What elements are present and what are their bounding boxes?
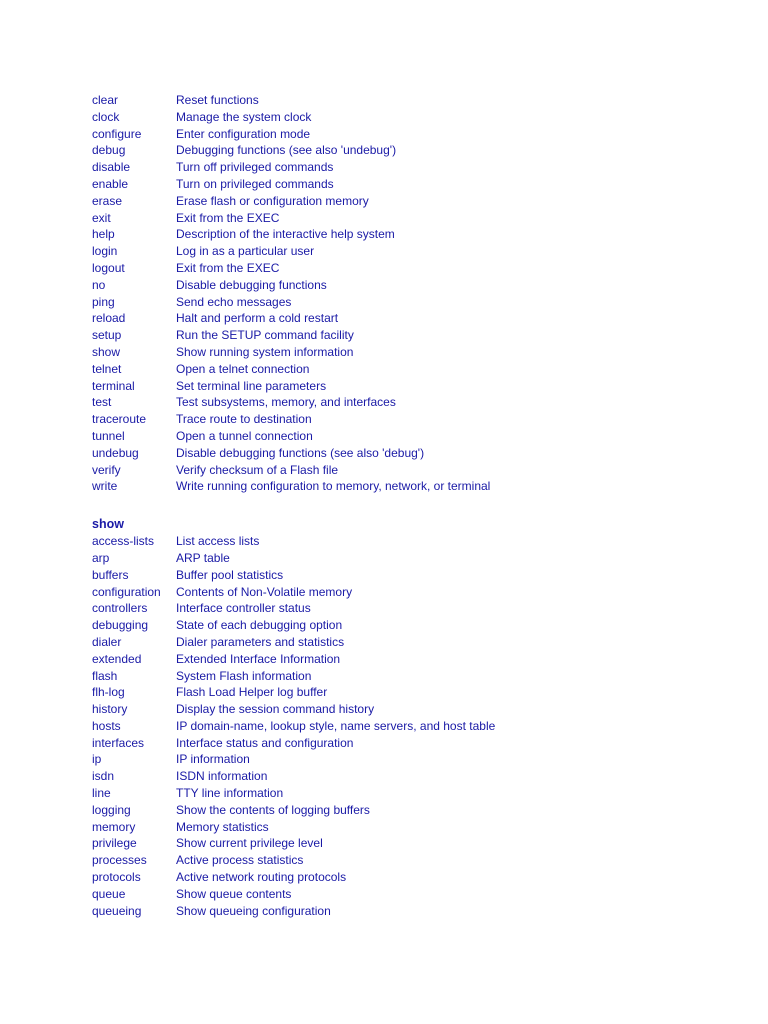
command-description: List access lists <box>176 534 260 549</box>
command-row <box>92 567 732 584</box>
command-row <box>92 634 732 651</box>
command-name: reload <box>92 311 126 326</box>
exec-command-table <box>92 92 732 495</box>
command-name: access-lists <box>92 534 155 549</box>
command-description: Reset functions <box>176 93 259 107</box>
command-row <box>92 92 732 109</box>
command-name: history <box>92 702 128 717</box>
command-description: Show the contents of logging buffers <box>176 802 370 817</box>
command-name: setup <box>92 328 122 343</box>
command-row <box>92 533 732 550</box>
command-description: Disable debugging functions <box>176 277 327 292</box>
command-row <box>92 835 732 852</box>
command-name: configure <box>92 126 142 141</box>
command-description: Open a tunnel connection <box>176 428 313 443</box>
command-name: logging <box>92 802 131 817</box>
command-row <box>92 310 732 327</box>
command-name: hosts <box>92 718 121 733</box>
command-name: extended <box>92 651 142 666</box>
command-row <box>92 684 732 701</box>
command-description: System Flash information <box>176 668 312 683</box>
command-description: Show queueing configuration <box>176 903 331 918</box>
command-name: ip <box>92 752 102 767</box>
command-description: Memory statistics <box>176 819 269 834</box>
command-row <box>92 428 732 445</box>
command-row <box>92 361 732 378</box>
command-row <box>92 751 732 768</box>
command-name: verify <box>92 462 121 477</box>
command-description: Manage the system clock <box>176 109 312 124</box>
command-description: Description of the interactive help system <box>176 227 395 242</box>
command-row <box>92 378 732 395</box>
command-description: ISDN information <box>176 769 268 784</box>
command-name: line <box>92 786 111 801</box>
command-description: State of each debugging option <box>176 618 343 633</box>
command-name: protocols <box>92 870 141 885</box>
command-name: privilege <box>92 836 137 851</box>
command-description: Show queue contents <box>176 886 292 901</box>
command-row <box>92 411 732 428</box>
command-row <box>92 260 732 277</box>
command-name: tunnel <box>92 428 125 443</box>
command-row <box>92 852 732 869</box>
command-row <box>92 462 732 479</box>
command-name: telnet <box>92 361 122 376</box>
command-name: configuration <box>92 584 161 599</box>
command-description: Send echo messages <box>176 294 292 309</box>
command-name: exit <box>92 210 111 225</box>
command-name: queue <box>92 886 126 901</box>
command-name: clock <box>92 109 120 124</box>
command-name: clear <box>92 93 119 107</box>
command-row <box>92 226 732 243</box>
command-description: Turn on privileged commands <box>176 176 334 191</box>
command-description: Run the SETUP command facility <box>176 328 354 343</box>
command-description: Set terminal line parameters <box>176 378 327 393</box>
command-row <box>92 903 732 920</box>
command-name: erase <box>92 193 123 208</box>
command-description: Contents of Non-Volatile memory <box>176 584 353 599</box>
command-description: Halt and perform a cold restart <box>176 311 339 326</box>
command-description: Write running configuration to memory, network, or terminal <box>176 479 491 494</box>
command-description: Erase flash or configuration memory <box>176 193 369 208</box>
command-name: logout <box>92 260 125 275</box>
command-description: Enter configuration mode <box>176 126 311 141</box>
command-row <box>92 718 732 735</box>
command-description: Disable debugging functions (see also 'debug') <box>176 445 425 460</box>
command-name: ping <box>92 294 115 309</box>
command-description: Exit from the EXEC <box>176 260 280 275</box>
command-description: Test subsystems, memory, and interfaces <box>176 395 396 410</box>
command-name: flh-log <box>92 685 125 700</box>
command-row <box>92 802 732 819</box>
command-row <box>92 617 732 634</box>
show-section-heading: show <box>92 517 124 532</box>
command-name: debug <box>92 143 126 158</box>
command-row <box>92 550 732 567</box>
command-description: Dialer parameters and statistics <box>176 634 345 649</box>
command-row <box>92 819 732 836</box>
command-description: IP information <box>176 752 250 767</box>
command-name: isdn <box>92 769 115 784</box>
command-description: Log in as a particular user <box>176 244 315 259</box>
command-row <box>92 886 732 903</box>
command-description: IP domain-name, lookup style, name servers, and host table <box>176 718 496 733</box>
command-description: ARP table <box>176 550 230 565</box>
command-name: processes <box>92 853 147 868</box>
command-description: Verify checksum of a Flash file <box>176 462 339 477</box>
command-row <box>92 768 732 785</box>
command-row <box>92 243 732 260</box>
command-description: Show running system information <box>176 344 354 359</box>
command-name: disable <box>92 160 131 175</box>
command-description: Trace route to destination <box>176 412 312 427</box>
command-description: Exit from the EXEC <box>176 210 280 225</box>
command-row <box>92 600 732 617</box>
command-row <box>92 327 732 344</box>
command-row <box>92 785 732 802</box>
command-description: TTY line information <box>176 786 284 801</box>
command-row <box>92 176 732 193</box>
command-name: debugging <box>92 618 149 633</box>
command-row <box>92 394 732 411</box>
command-description: Debugging functions (see also 'undebug') <box>176 143 397 158</box>
command-row <box>92 210 732 227</box>
command-description: Active network routing protocols <box>176 870 347 885</box>
command-row <box>92 478 732 495</box>
command-row <box>92 277 732 294</box>
command-row <box>92 126 732 143</box>
command-description: Show current privilege level <box>176 836 323 851</box>
command-description: Open a telnet connection <box>176 361 310 376</box>
command-row <box>92 735 732 752</box>
command-row <box>92 701 732 718</box>
command-name: queueing <box>92 903 142 918</box>
command-name: show <box>92 344 121 359</box>
command-name: no <box>92 277 106 292</box>
command-name: enable <box>92 176 129 191</box>
command-row <box>92 584 732 601</box>
command-name: controllers <box>92 601 148 616</box>
command-row <box>92 159 732 176</box>
command-description: Turn off privileged commands <box>176 160 334 175</box>
command-name: dialer <box>92 634 122 649</box>
command-name: test <box>92 395 112 410</box>
command-name: help <box>92 227 115 242</box>
command-description: Active process statistics <box>176 853 304 868</box>
command-name: write <box>92 479 118 494</box>
command-row <box>92 193 732 210</box>
command-reference-page <box>92 92 732 919</box>
command-row <box>92 344 732 361</box>
command-row <box>92 445 732 462</box>
command-name: undebug <box>92 445 139 460</box>
command-name: memory <box>92 819 136 834</box>
command-name: traceroute <box>92 412 147 427</box>
command-row <box>92 109 732 126</box>
command-description: Display the session command history <box>176 702 375 717</box>
command-description: Extended Interface Information <box>176 651 341 666</box>
command-description: Flash Load Helper log buffer <box>176 685 328 700</box>
command-name: login <box>92 244 118 259</box>
command-name: interfaces <box>92 735 145 750</box>
command-name: buffers <box>92 567 129 582</box>
show-command-table <box>92 533 732 919</box>
command-description: Interface status and configuration <box>176 735 354 750</box>
command-row <box>92 142 732 159</box>
command-description: Buffer pool statistics <box>176 567 284 582</box>
command-name: terminal <box>92 378 135 393</box>
command-row <box>92 651 732 668</box>
command-row <box>92 668 732 685</box>
command-row <box>92 294 732 311</box>
command-name: arp <box>92 550 110 565</box>
command-row <box>92 869 732 886</box>
command-name: flash <box>92 668 118 683</box>
command-description: Interface controller status <box>176 601 311 616</box>
